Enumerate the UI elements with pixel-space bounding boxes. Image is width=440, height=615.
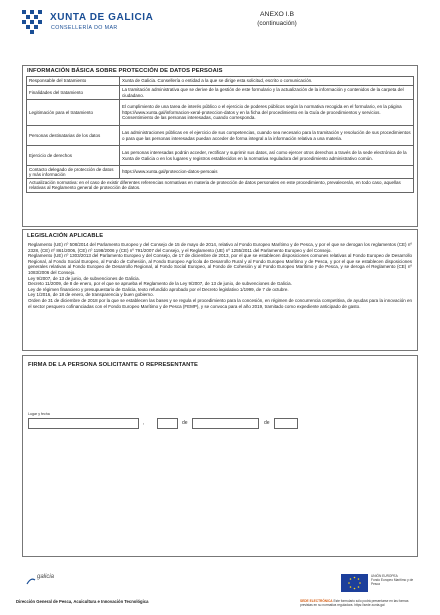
data-protection-title: INFORMACIÓN BÁSICA SOBRE PROTECCIÓN DE DATOS PERSOAIS	[27, 68, 223, 74]
sede-text: Este formulario sólo podrá presentarse en las formas previstas en su normativa reguladora. https://sede.xunta.gal	[300, 599, 409, 607]
row-value: Xunta de Galicia. Consellería o entidad a la que se dirige esta solicitud, escrito o comunicación.	[120, 77, 414, 86]
galicia-brand-icon	[26, 573, 36, 583]
table-row	[27, 166, 414, 179]
table-row	[27, 178, 414, 192]
galicia-brand: galicia	[37, 574, 55, 580]
date-separator: ,	[143, 420, 145, 426]
row-value: Las administraciones públicas en el ejercicio de sus competencias, cuando sea necesario para la tramitación y resolución de sus procedimientos o para que las personas interesadas puedan acceder de forma integral a la información relativa a una materia.	[120, 126, 414, 146]
signature-section	[22, 355, 418, 557]
row-label: Legitimación para el tratamiento	[27, 100, 120, 126]
legislation-item: Orden de 31 de diciembre de 2018 por la que se establecen las bases y se regula el procedimiento para la concesión, en régimen de concurrencia competitiva, de ayudas para la innovación en el sector pesquero cofinanciadas con el Fondo Europeo Marítimo y de Pesca (FEMP), y se convoca para el año 2019, tramitado como expediente anticipado de gasto.	[28, 297, 412, 309]
table-row	[27, 86, 414, 100]
signature-title: FIRMA DE LA PERSONA SOLICITANTE O REPRESENTANTE	[28, 362, 199, 368]
place-date-label: Lugar y fecha	[28, 412, 50, 416]
legislation-item: Ley 9/2007, de 13 de junio, de subvenciones de Galicia.	[28, 275, 140, 281]
legislation-item: Reglamento (UE) nº 1303/2013 del Parlamento Europeo y del Consejo, de 17 de diciembre de 2013, por el que se establecen disposiciones comunes relativas al Fondo Europeo de Desarrollo Regional, al Fondo Social Europeo, al Fondo de Cohesión, al Fondo Europeo Agrícola de Desarrollo Rural y al Fondo Europeo Marítimo y de Pesca, y por el que se establecen disposiciones generales relativas al Fondo Europeo de Desarrollo Regional, al Fondo Social Europeo, al Fondo de Cohesión y al Fondo Europeo Marítimo y de Pesca, y se deroga el Reglamento (CE) nº 1083/2006 del Consejo.	[28, 253, 412, 275]
legislation-item: Ley 1/2016, de 18 de enero, de transparencia y buen gobierno.	[28, 292, 154, 298]
data-protection-table	[26, 76, 414, 193]
row-value: El cumplimiento de una tarea de interés público o el ejercicio de poderes públicos según la normativa recogida en el formulario, en la página https://www.xunta.gal/informacion-xeral-proteccion-datos y en la ficha del procedimiento en la Guía de procedimientos y servicios. Consentimiento de las personas interesadas, cuando corresponda.	[120, 100, 414, 126]
eu-flag-icon	[341, 574, 368, 592]
footer-organization: Dirección General de Pesca, Acuicultura e Innovación Tecnológica	[16, 599, 149, 604]
table-row	[27, 100, 414, 126]
department-name: CONSELLERÍA DO MAR	[51, 25, 118, 31]
sede-notice	[300, 600, 420, 608]
row-link[interactable]: https://www.xunta.gal/proteccion-datos-persoais	[120, 166, 414, 179]
table-row	[27, 146, 414, 166]
row-label: Responsable del tratamiento	[27, 77, 120, 86]
table-row	[27, 126, 414, 146]
month-field[interactable]	[192, 418, 259, 429]
row-label: Contacto delegado de protección de datos y más información	[27, 166, 120, 179]
xunta-logo	[19, 8, 159, 46]
year-field[interactable]	[274, 418, 298, 429]
row-value: Las personas interesadas podrán acceder, rectificar y suprimir sus datos, así como ejercer otros derechos a través de la sede electrónica de la Xunta de Galicia o en los lugares y registros establecidos en la normativa reguladora del procedimiento administrativo común.	[120, 146, 414, 166]
xunta-emblem-icon	[19, 8, 47, 38]
date-separator: de	[264, 420, 270, 426]
day-field[interactable]	[157, 418, 178, 429]
date-separator: de	[182, 420, 188, 426]
legislation-item: Decreto 11/2009, de 8 de enero, por el que se aprueba el Reglamento de la Ley 9/2007, de 13 de junio, de subvenciones de Galicia.	[28, 281, 292, 287]
org-name: XUNTA DE GALICIA	[50, 12, 154, 23]
legislation-item: Reglamento (UE) nº 508/2014 del Parlamento Europeo y del Consejo de 15 de mayo de 2014, relativo al Fondo Europeo Marítimo y de Pesca, y por el que se derogan los reglamentos (CE) nº 2328, (CE) nº 861/2006, (CE) nº 1198/2006 y (CE) nº 791/2007 del Consejo, y el Reglamento (UE) nº 1255/2011 del Parlamento Europeo y del Consejo.	[28, 242, 412, 253]
table-row	[27, 77, 414, 86]
row-label: Ejercicio de derechos	[27, 146, 120, 166]
regulatory-footnote: Actualización normativa: en el caso de existir diferentes referencias normativas en materia de protección de datos personales en este procedimiento, prevalecerán, en todo caso, aquellas relativas al Reglamento general de protección de datos.	[27, 178, 414, 192]
place-field[interactable]	[28, 418, 139, 429]
row-label: Personas destinatarias de los datos	[27, 126, 120, 146]
legislation-item: Ley de régimen financiero y presupuestario de Galicia, texto refundido aprobado por el Decreto legislativo 1/1999, de 7 de octubre.	[28, 286, 289, 292]
sede-label: SEDE ELECTRÓNICA	[300, 599, 333, 603]
legislation-list	[28, 242, 412, 309]
annex-title: ANEXO I.B	[260, 11, 294, 18]
annex-subtitle: (continuación)	[257, 20, 297, 27]
row-label: Finalidades del tratamiento	[27, 86, 120, 100]
eu-fund-text: UNIÓN EUROPEA Fondo Europeo Marítimo y de Pesca	[371, 574, 414, 586]
row-value: La tramitación administrativa que se derive de la gestión de este formulario y la actualización de la información y contenidos de la carpeta del ciudadano.	[120, 86, 414, 100]
legislation-title: LEGISLACIÓN APLICABLE	[27, 233, 104, 239]
